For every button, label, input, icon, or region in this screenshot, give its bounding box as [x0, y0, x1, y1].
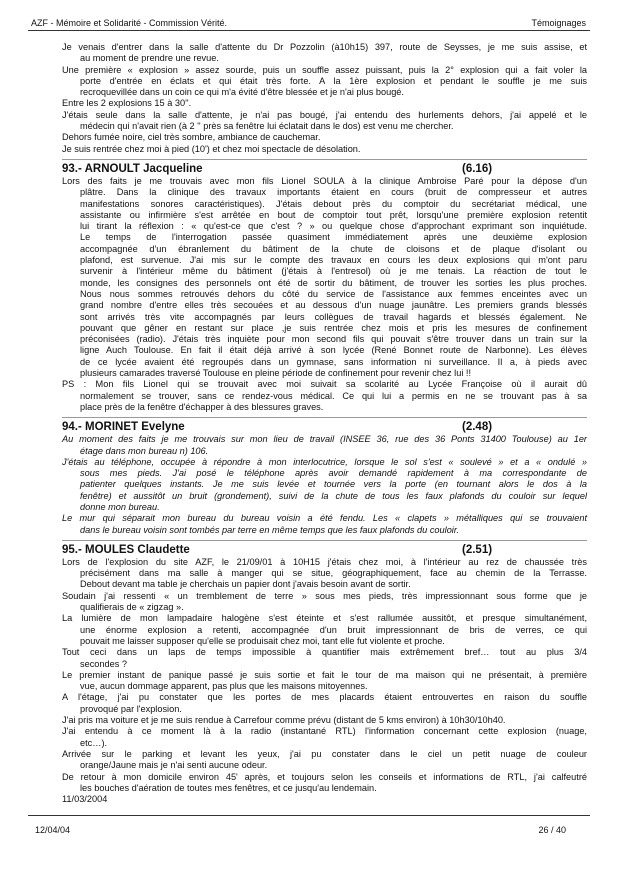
text-line: 11/03/2004 [62, 794, 108, 805]
testimony-reference: (2.48) [462, 421, 493, 434]
text-line: place près de la fenêtre d'échapper à des blessures graves. [80, 401, 324, 412]
text-line: survenir à l'intérieur même du bâtiment (j'étais à l'entresol) où je me tenais. La réaction de tout le [80, 266, 587, 277]
document-title: AZF - Mémoire et Solidarité - Commission Vérité. [31, 18, 228, 28]
testimony-reference: (2.51) [462, 543, 493, 556]
text-line: Je venais d'entrer dans la salle d'attente du Dr Pozzolin (à10h15) 397, route de Seysses, je me suis assise, et [62, 42, 587, 52]
text-line: fenêtre) et aussitôt un bruit (grondement), suivi de la chute de tous les faux plafonds du couloir sur lequel [80, 490, 587, 501]
paragraph [62, 670, 587, 693]
testimony-title: 94.- MORINET Evelyne [62, 421, 185, 434]
paragraph [62, 65, 587, 99]
text-line: Le mur qui séparait mon bureau du bureau voisin a été fendu. Les « clapets » métalliques qui se trouvaient [62, 513, 587, 524]
paragraph [62, 434, 587, 457]
text-line: PS : Mon fils Lionel qui se trouvait avec moi suivait sa scolarité au Lycée Françoise où il aurait dû [62, 379, 587, 390]
text-line: J'ai pris ma voiture et je me suis rendue à Carrefour comme prévu (distant de 5 kms environ) à 10h30/10h40. [62, 715, 506, 726]
text-line: Le premier instant de panique passé je suis sortie et fait le tour de ma maison qui ne présentait, à première [62, 669, 587, 680]
testimony-heading [62, 417, 587, 434]
paragraph [62, 457, 587, 513]
paragraph [62, 749, 587, 772]
paragraph [62, 42, 587, 65]
paragraph [62, 715, 587, 726]
testimony-reference: (6.16) [462, 162, 493, 175]
text-line: pouvait me laisser supposer qu'elle se produisait chez moi, tant elle fut violente et proche. [80, 635, 445, 646]
text-line: qualifierais de « zigzag ». [80, 602, 184, 613]
text-line: dans le bureau voisin sont tombés par terre en même temps que les faux plafonds du couloir. [80, 524, 460, 535]
text-line: de ce lycée avaient été regroupés dans un gymnase, sans information ni surveillance. Il a, à pieds avec [80, 356, 587, 367]
text-line: Tout ceci dans un laps de temps impossible à quantifier mais extrêmement bref… tout au plus 3/4 [62, 647, 587, 658]
text-line: Debout devant ma table je cherchais un papier dont j'avais besoin avant de sortir. [80, 579, 411, 590]
page-number: 26 / 40 [538, 825, 566, 835]
text-line: ligne Auch Toulouse. En fait il était déjà arrivé à son lycée (René Bonnet route de Narbonne). Les élèves [80, 345, 587, 356]
text-line: préconisées (radio). J'étais très inquiète pour mon second fils qui pouvait s'être trouver dans un train sur la [80, 334, 587, 345]
text-line: De retour à mon domicile environ 45' après, et toujours selon les conseils et informations de RTL, j'ai calfeutré [62, 771, 587, 782]
text-line: normalement se trouver, sans ce rendez-vous médical. Ce qui lui a permis en ne se trouvant pas à sa [80, 390, 587, 401]
text-line: lui tirant la réflexion : « qu'est-ce que c'est ? » ou quelque chose d'approchant exprimant son inquiétude. [80, 221, 587, 232]
paragraph [62, 132, 587, 143]
text-line: Lors de l'explosion du site AZF, le 21/09/01 à 10H15 j'étais chez moi, à l'intérieur au rez de chaussée très [62, 556, 587, 567]
text-line: patienter quelques instants. Je me suis levée et tournée vers la porte (en tournant alors le dos à la [80, 479, 587, 490]
text-line: une énorme explosion a retenti, accompagnée d'un bruit impressionnant de bris de verres, ce qui [80, 624, 587, 635]
text-line: Au moment des faits je me trouvais sur mon lieu de travail (INSEE 36, rue des 36 Ponts 31400 Toulouse) au 1er [62, 434, 587, 445]
paragraph [62, 772, 587, 795]
paragraph [62, 794, 587, 805]
text-line: plafond, est survenue. J'ai mis sur le compte des travaux en cours les deux explosions qui m'ont paru [80, 255, 587, 266]
text-line: Entre les 2 explosions 15 à 30''. [62, 98, 192, 109]
text-line: Le temps de l'interrogation passée quasiment immédiatement après une deuxième explosion [80, 232, 587, 243]
text-line: J'ai entendu à ce moment là à la radio (instantané RTL) l'information concernant cette explosion (nuage, [62, 726, 587, 737]
testimony-title: 93.- ARNOULT Jacqueline [62, 162, 203, 175]
text-line: assistante ou infirmière s'est arrêtée en bout de comptoir tout prêt, lorsqu'une première explosion retentit [80, 209, 587, 220]
testimony-moules [62, 540, 587, 806]
text-line: vue, aucun dommage apparent, pas plus que les maisons mitoyennes. [80, 681, 368, 692]
text-line: Arrivée sur le parking et levant les yeux, j'ai pu constater dans le ciel un petit nuage de couleur [62, 748, 587, 759]
text-line: au moment de prendre une revue. [80, 53, 219, 64]
text-line: étage dans mon bureau n) 106. [80, 445, 209, 456]
paragraph [62, 513, 587, 536]
text-line: etc…). [80, 737, 108, 748]
testimony-text [62, 557, 587, 806]
text-line: La lumière de mon lampadaire halogène s'est éteinte et s'est rallumée aussitôt, et presque simultanément, [62, 613, 587, 624]
text-line: orange/Jaune mais je n'ai senti aucune odeur. [80, 760, 268, 771]
text-line: plusieurs camarades traversé Toulouse en pleine période de confinement pour revenir chez lui !! [80, 368, 472, 379]
text-line: grand nombre d'entre elles très secouées et au dessous d'un nuage jaunâtre. Les premiers grands blessés [80, 300, 587, 311]
document-body [62, 42, 587, 805]
text-line: secondes ? [80, 658, 127, 669]
text-line: accompagnée d'un ébranlement du bâtiment de la chute de cloisons et de plaque d'isolant ou [80, 243, 587, 254]
testimony-morinet [62, 417, 587, 536]
paragraph [62, 110, 587, 133]
paragraph [62, 647, 587, 670]
text-line: Dehors fumée noire, ciel très sombre, ambiance de cauchemar. [62, 132, 321, 143]
testimony-heading [62, 159, 587, 176]
testimony-title: 95.- MOULES Claudette [62, 543, 190, 556]
text-line: Lors des faits je me trouvais avec mon fils Lionel SOULA à la clinique Ambroise Paré pour la dépose d'un [62, 175, 587, 186]
text-line: A l'étage, j'ai pu constater que les portes de mes placards étaient entrouvertes en raison du souffle [62, 692, 587, 703]
text-line: monde, les consignes des personnels ont été de sortir du bâtiment, de trouver les sorties les plus proches. [80, 277, 587, 288]
paragraph [62, 379, 587, 413]
text-line: J'étais seule dans la salle d'attente, je n'ai pas bougé, j'ai entendu des hurlements dehors, j'ai appelé et le [62, 109, 587, 120]
text-line: sont arrivés très vite accompagnés par leurs collègues de travail hagards et blessés également. Ne [80, 311, 587, 322]
text-line: donne mon bureau. [80, 501, 160, 512]
section-label: Témoignages [531, 18, 586, 28]
text-line: Nous nous sommes retrouvés dehors du côté du service de l'assistance aux femmes enceintes avec un [80, 288, 587, 299]
text-line: recroquevillée dans un coin ce qui m'a évité d'être blessée et je n'ai plus bougé. [80, 87, 404, 98]
text-line: Je suis rentrée chez moi à pied (10') et chez moi spectacle de désolation. [62, 143, 361, 154]
text-line: Une première « explosion » assez sourde, puis un souffle assez puissant, puis la 2° explosion qui a fait voler la [62, 64, 587, 75]
page-footer [28, 815, 590, 836]
page-header [28, 13, 590, 31]
text-line: précisément dans ma salle à manger qui se situe, géographiquement, face au chemin de la Terrasse. [80, 568, 587, 579]
text-line: pouvant que gêner en restant sur place ,je suis rentrée chez mois et pris les mesures de confinement [80, 322, 587, 333]
paragraph [62, 692, 587, 715]
text-line: Soudain j'ai ressenti « un tremblement de terre » sous mes pieds, très impressionnant sous forme que je [62, 590, 587, 601]
text-line: manifestations sonores caractéristiques). J'étais debout près du comptoir du secrétariat médical, une [80, 198, 587, 209]
intro-testimony [62, 42, 587, 155]
paragraph [62, 176, 587, 379]
paragraph [62, 144, 587, 155]
text-line: médecin qui n'avait rien (à 2 '' près sa fenêtre lui éclatait dans le dos) est venu me chercher. [80, 121, 454, 132]
paragraph [62, 591, 587, 614]
text-line: sous mes pieds. J'ai posé le téléphone après avoir demandé rapidement à ma correspondante de [80, 468, 587, 479]
paragraph [62, 557, 587, 591]
text-line: porte d'entrée en éclats et qui était très forte. A la 1ère explosion et pendant le souffle je me suis [80, 75, 587, 86]
paragraph [62, 726, 587, 749]
testimony-heading [62, 540, 587, 557]
testimony-arnoult [62, 159, 587, 413]
text-line: provoqué par l'explosion. [80, 703, 182, 714]
testimony-text [62, 434, 587, 536]
footer-date: 12/04/04 [35, 825, 71, 835]
text-line: J'étais au téléphone, occupée à répondre à mon interlocutrice, lorsque le sol s'est « soulevé » et a « ondulé » [62, 456, 587, 467]
paragraph [62, 98, 587, 109]
testimony-text [62, 176, 587, 413]
text-line: plâtre. Dans la clinique des travaux importants étaient en cours (bruit de compresseur et autres [80, 187, 587, 198]
paragraph [62, 613, 587, 647]
text-line: les bouches d'aération de toutes mes fenêtres, et ce jusqu'au lendemain. [80, 782, 377, 793]
